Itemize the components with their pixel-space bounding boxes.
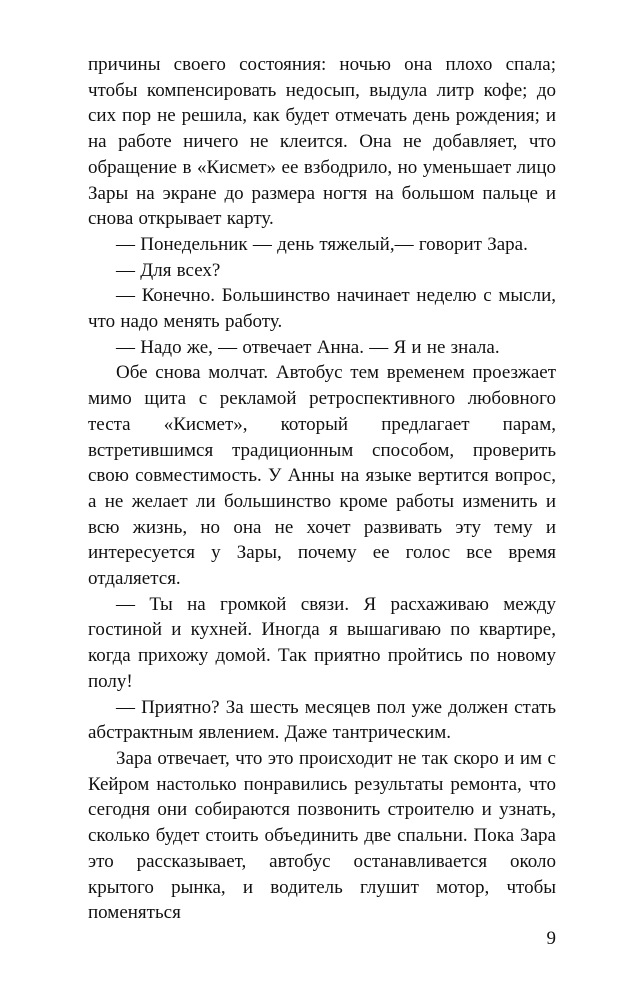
dialogue-paragraph: — Понедельник — день тяжелый,— говорит Зара. xyxy=(116,233,528,255)
dialogue-paragraph: — Надо же, — отвечает Анна. — Я и не знала. xyxy=(116,336,500,358)
dialogue-paragraph: — Для всех? xyxy=(116,259,221,281)
paragraph: Обе снова молчат. Автобус тем временем проезжает мимо щита с рекламой ретроспективного любовного теста «Кисмет», который предлагает парам, встретившимся традиционным способом, проверить свою совместимость. У Анны на языке вертится вопрос, а не желает ли большинство кроме работы изменить и всю жизнь, но она не хочет развивать эту тему и интересуется у Зары, почему ее голос все время отдаляется. xyxy=(88,362,556,590)
page-number: 9 xyxy=(546,928,556,949)
text-column xyxy=(88,52,556,926)
paragraph: причины своего состояния: ночью она плохо спала; чтобы компенсировать недосып, выдула литр кофе; до сих пор не решила, как будет отмечать день рождения; и на работе ничего не клеится. Она не добавляет, что обращение в «Кисмет» ее взбодрило, но уменьшает лицо Зары на экране до размера ногтя на большом пальце и снова открывает карту. xyxy=(88,54,556,230)
dialogue-paragraph: — Ты на громкой связи. Я расхаживаю между гостиной и кухней. Иногда я вышагиваю по квартире, когда прихожу домой. Так приятно пройтись по новому полу! xyxy=(88,593,556,692)
paragraph: Зара отвечает, что это происходит не так скоро и им с Кейром настолько понравились результаты ремонта, что сегодня они собираются позвонить строителю и узнать, сколько будет стоить объединить две спальни. Пока Зара это рассказывает, автобус останавливается около крытого рынка, и водитель глушит мотор, чтобы поменяться xyxy=(88,747,556,924)
dialogue-paragraph: — Приятно? За шесть месяцев пол уже должен стать абстрактным явлением. Даже тантрическим. xyxy=(88,696,556,744)
dialogue-paragraph: — Конечно. Большинство начинает неделю с мысли, что надо менять работу. xyxy=(88,285,556,333)
